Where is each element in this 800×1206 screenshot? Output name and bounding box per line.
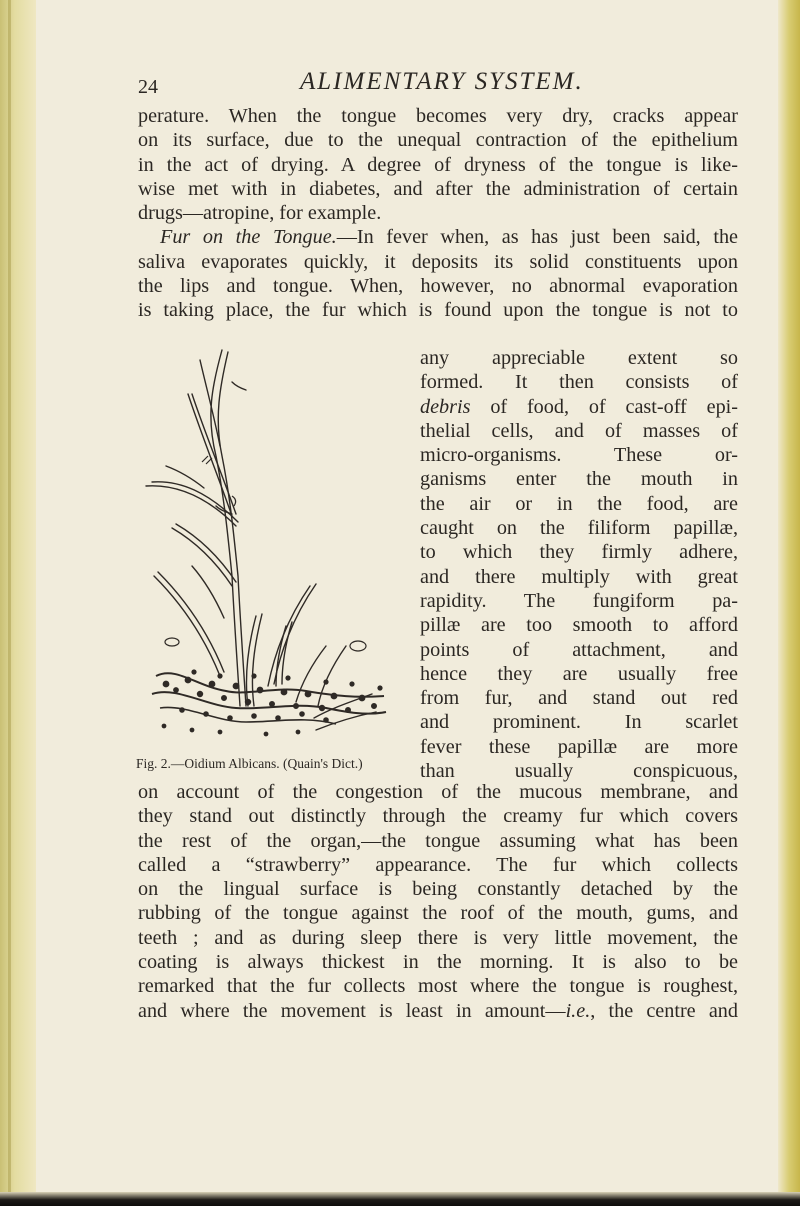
text-line: caught on the filiform papillæ, — [420, 517, 738, 540]
paragraph-heading-line — [138, 225, 738, 249]
text-line: any appreciable extent so — [420, 347, 738, 369]
text-line: micro-organisms. These or- — [420, 444, 738, 467]
text-line: debris of food, of cast-off epi- — [420, 395, 739, 418]
text-line: they stand out distinctly through the creamy fur which covers — [138, 805, 738, 828]
text-line: pillæ are too smooth to afford — [420, 614, 738, 637]
text-line: fever these papillæ are more — [420, 735, 738, 758]
text-line: perature. When the tongue becomes very dry, cracks appear — [138, 105, 738, 127]
text-line: and prominent. In scarlet — [420, 711, 738, 734]
text-line: from fur, and stand out red — [420, 687, 738, 710]
italic-word: debris — [420, 395, 471, 418]
text-line: teeth ; and as during sleep there is very little movement, the — [138, 926, 738, 949]
text-line: on its surface, due to the unequal contraction of the epithelium — [138, 129, 738, 152]
text-line: rubbing of the tongue against the roof of the mouth, gums, and — [138, 902, 738, 925]
text-line: saliva evaporates quickly, it deposits its solid constituents upon — [138, 250, 738, 273]
text-line: rapidity. The fungiform pa- — [420, 589, 738, 612]
text-line: the lips and tongue. When, however, no abnormal evaporation — [138, 275, 738, 298]
text-line: is taking place, the fur which is found upon the tongue is not to — [138, 299, 738, 322]
text-line: the air or in the food, are — [420, 492, 738, 515]
text-line: coating is always thickest in the morning. It is also to be — [138, 951, 738, 974]
text-line: —In fever when, as has just been said, the — [336, 226, 738, 249]
text-line: points of attachment, and — [420, 638, 738, 661]
page-number: 24 — [138, 76, 158, 98]
text-line: ganisms enter the mouth in — [420, 468, 738, 491]
text-block-side — [420, 346, 738, 783]
text-line: and where the movement is least in amount—i.e., the centre and — [138, 999, 738, 1022]
text-line: formed. It then consists of — [420, 371, 738, 394]
text-line: called a “strawberry” appearance. The fur which collects — [138, 853, 738, 876]
oidium-albicans-illustration — [136, 346, 412, 766]
text-block-bottom — [138, 780, 738, 1023]
book-binding — [0, 0, 36, 1206]
text-line: drugs—atropine, for example. — [138, 202, 382, 225]
running-head: ALIMENTARY SYSTEM. — [300, 68, 584, 95]
text-line: to which they firmly adhere, — [420, 541, 738, 564]
text-line: on account of the congestion of the mucous membrane, and — [138, 781, 738, 803]
text-line: on the lingual surface is being constantly detached by the — [138, 878, 738, 901]
text-line: thelial cells, and of masses of — [420, 419, 738, 442]
page-bottom-edge — [0, 1192, 800, 1206]
italic-abbrev: i.e. — [565, 999, 591, 1022]
text-line: wise met with in diabetes, and after the administration of certain — [138, 177, 738, 200]
page-edge — [778, 0, 800, 1206]
text-line: than usually conspicuous, — [420, 760, 738, 783]
text-line: and there multiply with great — [420, 565, 738, 588]
text-block-top — [138, 104, 738, 323]
figure-caption: Fig. 2.—Oidium Albicans. (Quain's Dict.) — [136, 756, 363, 771]
figure-oidium-albicans — [136, 346, 412, 766]
text-line: hence they are usually free — [420, 662, 738, 685]
text-line: in the act of drying. A degree of dryness of the tongue is like- — [138, 153, 738, 176]
text-line: the rest of the organ,—the tongue assuming what has been — [138, 829, 738, 852]
text-line: remarked that the fur collects most where the tongue is roughest, — [138, 975, 738, 998]
section-heading: Fur on the Tongue. — [160, 226, 337, 249]
